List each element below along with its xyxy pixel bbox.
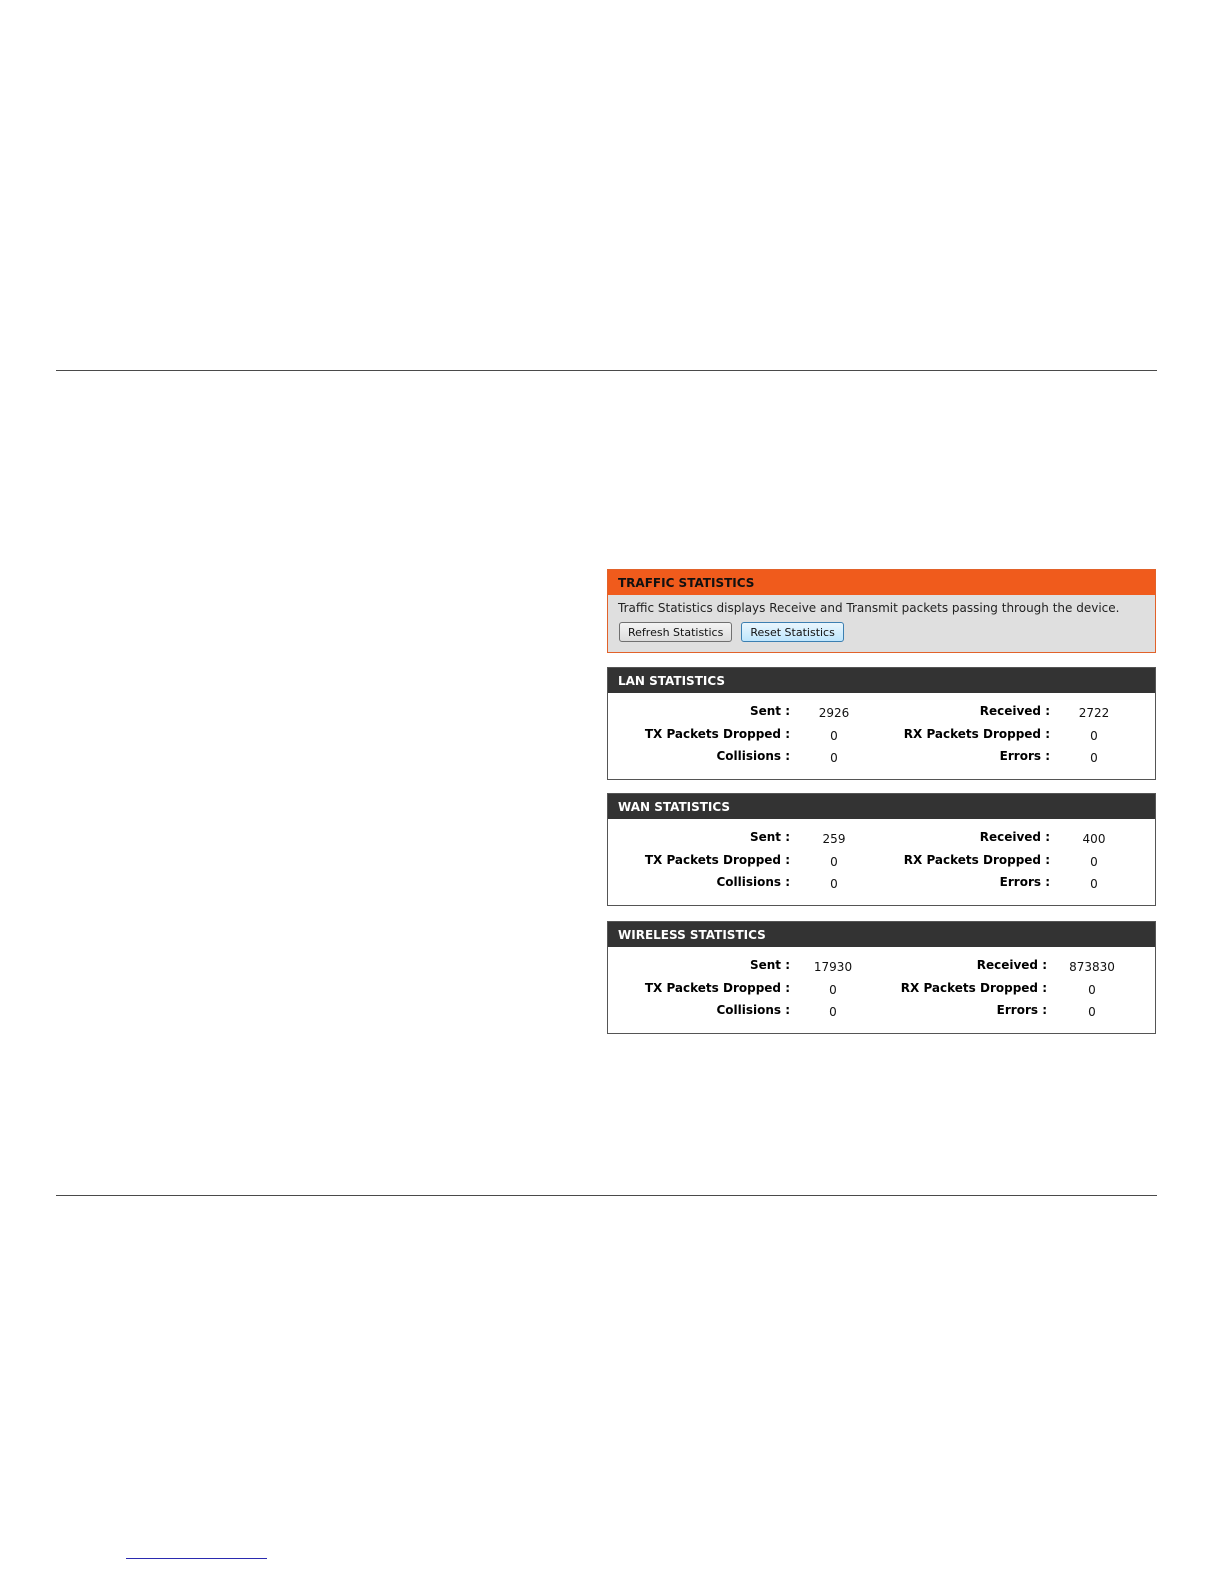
refresh-statistics-button[interactable]: Refresh Statistics bbox=[619, 622, 732, 642]
wireless-statistics-title: WIRELESS STATISTICS bbox=[608, 922, 1155, 947]
lan-row-collisions-errors bbox=[608, 749, 1155, 769]
wan-tx-dropped-label: TX Packets Dropped : bbox=[644, 853, 790, 867]
wireless-received-value: 873830 bbox=[1069, 960, 1115, 974]
footer-link-underline bbox=[126, 1558, 267, 1559]
wan-received-value: 400 bbox=[1082, 832, 1106, 846]
lan-collisions-label: Collisions : bbox=[716, 749, 790, 763]
wan-statistics-panel bbox=[607, 793, 1156, 906]
lan-tx-dropped-label: TX Packets Dropped : bbox=[644, 727, 790, 741]
lan-received-value: 2722 bbox=[1078, 706, 1110, 720]
wan-row-sent-received bbox=[608, 830, 1155, 850]
wan-row-dropped bbox=[608, 853, 1155, 873]
wireless-row-collisions-errors bbox=[608, 1003, 1155, 1023]
wireless-sent-value: 17930 bbox=[813, 960, 853, 974]
lan-rx-dropped-label: RX Packets Dropped : bbox=[903, 727, 1050, 741]
reset-statistics-button[interactable]: Reset Statistics bbox=[741, 622, 844, 642]
lan-row-dropped bbox=[608, 727, 1155, 747]
lan-rx-dropped-value: 0 bbox=[1090, 729, 1098, 743]
lan-errors-label: Errors : bbox=[999, 749, 1050, 763]
wireless-rx-dropped-value: 0 bbox=[1088, 983, 1096, 997]
wireless-sent-label: Sent : bbox=[749, 958, 790, 972]
wireless-statistics-panel bbox=[607, 921, 1156, 1034]
wan-received-label: Received : bbox=[979, 830, 1050, 844]
wan-rx-dropped-label: RX Packets Dropped : bbox=[903, 853, 1050, 867]
lan-sent-label: Sent : bbox=[749, 704, 790, 718]
wireless-errors-value: 0 bbox=[1088, 1005, 1096, 1019]
lan-sent-value: 2926 bbox=[818, 706, 850, 720]
wan-sent-value: 259 bbox=[822, 832, 846, 846]
wireless-collisions-label: Collisions : bbox=[716, 1003, 790, 1017]
lan-collisions-value: 0 bbox=[830, 751, 838, 765]
wan-collisions-label: Collisions : bbox=[716, 875, 790, 889]
wan-sent-label: Sent : bbox=[749, 830, 790, 844]
wireless-rx-dropped-label: RX Packets Dropped : bbox=[900, 981, 1047, 995]
lan-received-label: Received : bbox=[979, 704, 1050, 718]
top-divider bbox=[56, 370, 1157, 371]
wan-statistics-title: WAN STATISTICS bbox=[608, 794, 1155, 819]
wan-rx-dropped-value: 0 bbox=[1090, 855, 1098, 869]
lan-statistics-panel bbox=[607, 667, 1156, 780]
traffic-statistics-description: Traffic Statistics displays Receive and Transmit packets passing through the device. bbox=[618, 601, 1120, 615]
wireless-row-dropped bbox=[608, 981, 1155, 1001]
bottom-divider bbox=[56, 1195, 1157, 1196]
wan-errors-label: Errors : bbox=[999, 875, 1050, 889]
wireless-collisions-value: 0 bbox=[829, 1005, 837, 1019]
wan-row-collisions-errors bbox=[608, 875, 1155, 895]
traffic-buttons bbox=[608, 619, 1155, 642]
wan-tx-dropped-value: 0 bbox=[830, 855, 838, 869]
wireless-tx-dropped-label: TX Packets Dropped : bbox=[644, 981, 790, 995]
lan-tx-dropped-value: 0 bbox=[830, 729, 838, 743]
lan-statistics-title: LAN STATISTICS bbox=[608, 668, 1155, 693]
wireless-row-sent-received bbox=[608, 958, 1155, 978]
wan-errors-value: 0 bbox=[1090, 877, 1098, 891]
wireless-received-label: Received : bbox=[976, 958, 1047, 972]
wireless-errors-label: Errors : bbox=[996, 1003, 1047, 1017]
traffic-statistics-title: TRAFFIC STATISTICS bbox=[608, 570, 1155, 595]
lan-errors-value: 0 bbox=[1090, 751, 1098, 765]
traffic-statistics-panel bbox=[607, 569, 1156, 653]
lan-row-sent-received bbox=[608, 704, 1155, 724]
wireless-tx-dropped-value: 0 bbox=[829, 983, 837, 997]
wan-collisions-value: 0 bbox=[830, 877, 838, 891]
